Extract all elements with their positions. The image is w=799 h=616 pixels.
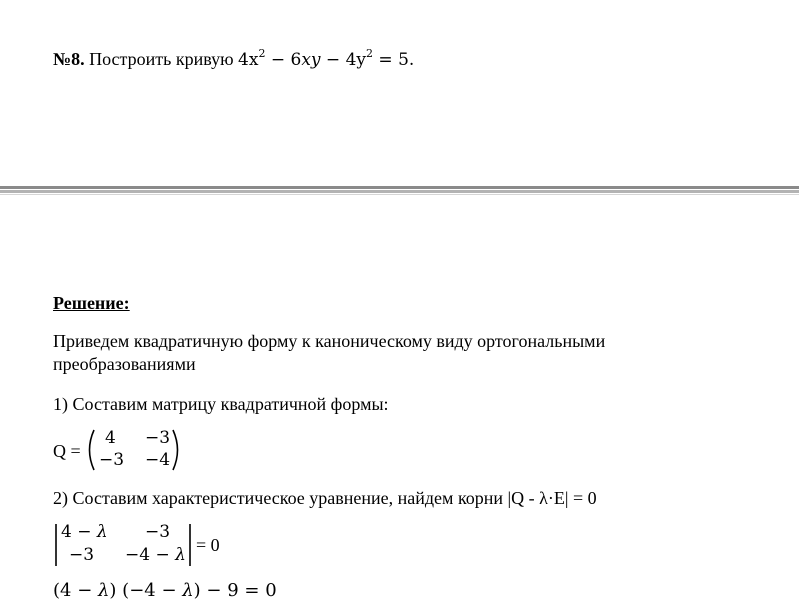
determinant-rhs: = 0 (196, 535, 220, 555)
determinant-a12: −3 (145, 522, 171, 542)
matrix-q-cell: 4 (105, 428, 116, 448)
determinant-a11: 4 − λ (61, 522, 108, 542)
problem-statement (53, 48, 414, 73)
matrix-q-cell: −3 (145, 428, 171, 448)
matrix-q-cell: −4 (145, 450, 171, 470)
determinant (53, 522, 193, 568)
determinant-a21: −3 (69, 545, 95, 565)
matrix-q-label: Q = (53, 441, 81, 461)
solution-heading: Решение: (53, 293, 130, 313)
step-1: 1) Составим матрицу квадратичной формы: (53, 394, 389, 414)
final-equation: (4 − λ) (−4 − λ) − 9 = 0 (53, 580, 277, 601)
problem-text: Построить кривую (89, 49, 234, 69)
problem-number: №8. (53, 49, 85, 69)
step-2: 2) Составим характеристическое уравнение, найдем корни |Q - λ·E| = 0 (53, 488, 597, 508)
intro-line-1: Приведем квадратичную форму к каноническому виду ортогональными (53, 331, 606, 351)
intro-line-2: преобразованиями (53, 354, 196, 374)
determinant-a22: −4 − λ (125, 545, 186, 565)
problem-equation: $4x^2 - 6xy - 4y^2 = 5$. (238, 47, 415, 70)
matrix-q-cell: −3 (99, 450, 125, 470)
matrix-q (85, 428, 185, 472)
